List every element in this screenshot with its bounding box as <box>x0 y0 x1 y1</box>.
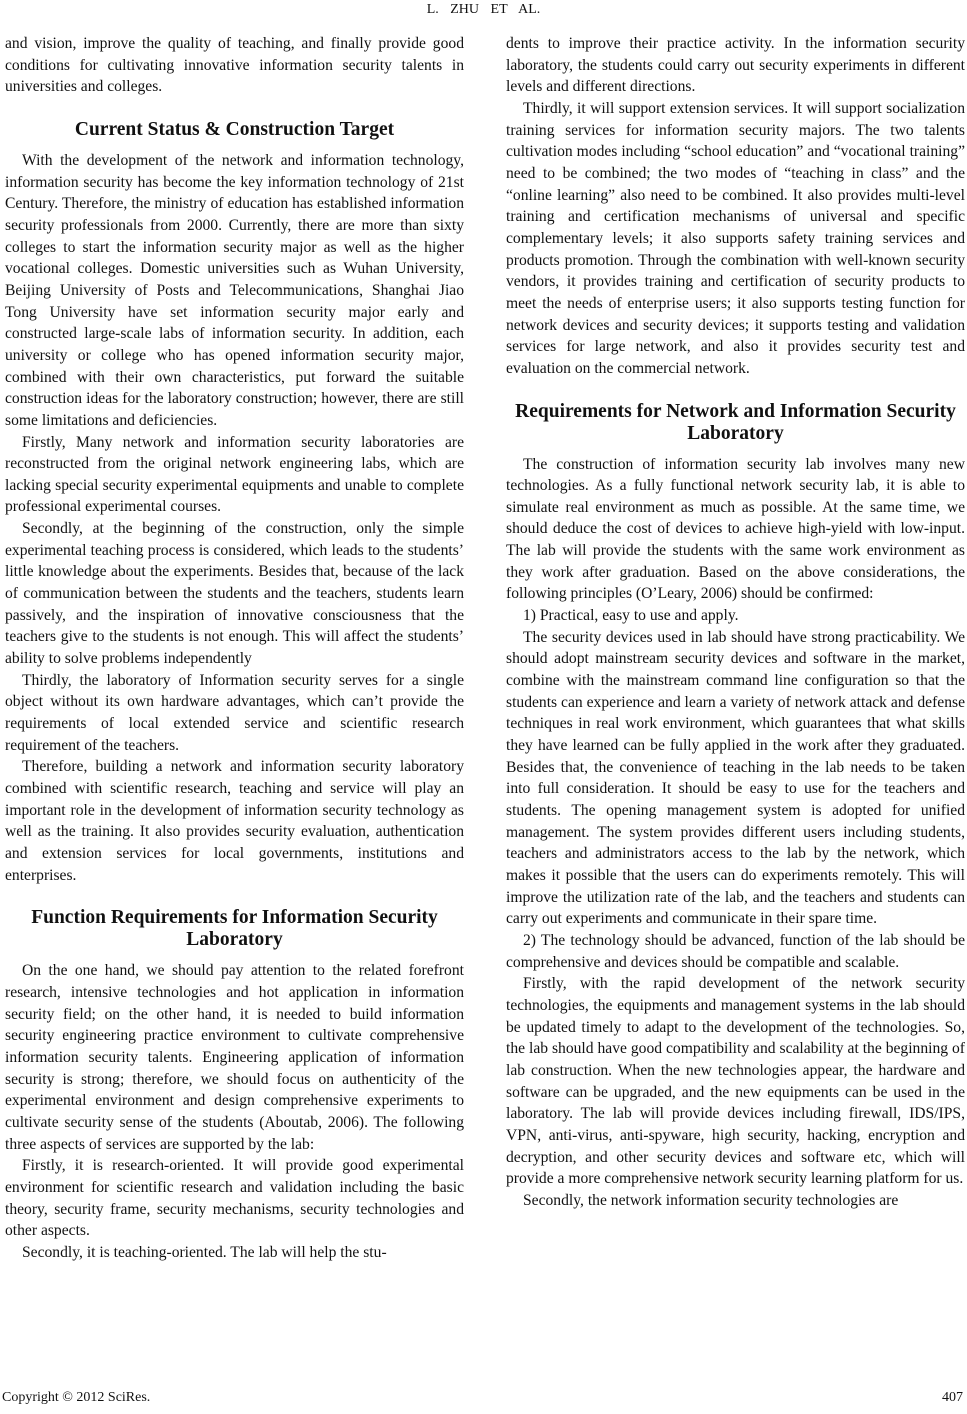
paragraph: Firstly, with the rapid development of the network security technologies, the equipments and management systems in the lab should be updated timely to adapt to the development of the technologies. So, the lab should have good compatibility and scalability at the beginning of lab construction. When the new technologies appear, the hardware and software can be upgraded, and the new equipments can be used in the laboratory. The lab will provide devices including firewall, IDS/IPS, VPN, anti-virus, anti-spyware, high security, hacking, encryption and decryption, and other security devices and software etc, which will provide a more comprehensive network security learning platform for us. <box>506 975 965 1188</box>
paragraph: Firstly, it is research-oriented. It will provide good experimental environment for scientific research and validation including the basic theory, security frame, security mechanisms, security technologies and other aspects. <box>5 1157 464 1240</box>
section-heading: Current Status & Construction Target <box>74 118 395 140</box>
left-column <box>5 33 464 1263</box>
paragraph: Thirdly, the laboratory of Information security serves for a single object without its own hardware advantages, which can’t provide the requirements of local extended service and scientific research requirement of the teachers. <box>5 671 464 754</box>
copyright-notice: Copyright © 2012 SciRes. <box>2 1390 151 1405</box>
section-heading: Function Requirements for Information Security Laboratory <box>31 907 438 951</box>
paragraph: Secondly, it is teaching-oriented. The lab will help the stu- <box>22 1243 387 1261</box>
paragraph: The security devices used in lab should have strong practicability. We should adopt mainstream security devices and software in the market, combine with the mainstream command line configuration so that the students can experience and learn a variety of network attack and defense techniques in real work environment, which guarantees that what skills they have learned can be fully applied in the work after they graduated. Besides that, the convenience of teaching in the lab needs to be taken into full consideration. It should be easy to use for the teachers and students. The opening management system is adopted for unified management. The system provides different users including students, teachers and administrators access to the lab by the network, which makes it possible that the users can do experiments remotely. This will improve the utilization rate of the lab, and the teachers and students can carry out experiments and communicate in their spare time. <box>506 628 965 928</box>
paragraph: With the development of the network and information technology, information security has become the key information technology of 21st Century. Therefore, the ministry of education has established information security professionals from 2000. Currently, there are more than sixty colleges to start the information security major as well as the higher vocational colleges. Domestic universities such as Wuhan University, Beijing University of Posts and Telecommunications, Shanghai Jiao Tong University have set information security major early and constructed large-scale labs of information security. In addition, each university or college who has opened information security major, combined with their own characteristics, put forward the suitable construction ideas for the laboratory construction; however, there are still some limitations and deficiencies. <box>5 151 464 429</box>
paragraph: dents to improve their practice activity. In the information security laboratory, the students could carry out security experiments in different levels and different directions. <box>506 35 965 96</box>
paragraph: 2) The technology should be advanced, function of the lab should be comprehensive and devices should be compatible and scalable. <box>506 931 965 971</box>
paragraph: On the one hand, we should pay attention to the related forefront research, intensive technologies and hot application in information security field; on the other hand, it is needed to build information security engineering practice environment to cultivate comprehensive information security talents. Engineering application of information security is strong; therefore, we should focus on authenticity of the experimental environment and design comprehensive experiments to cultivate security sense of the students (Aboutab, 2006). The following three aspects of services are supported by the lab: <box>5 962 464 1153</box>
paragraph: Secondly, at the beginning of the construction, only the simple experimental teaching process is considered, which leads to the students’ little knowledge about the experiments. Besides that, because of the lack of communication between the students and the teachers, students learn passively, and the inspiration of innovative consciousness that the teachers give to the students is not enough. This will affect the students’ ability to solve problems independently <box>5 520 464 668</box>
page-number: 407 <box>942 1390 963 1405</box>
paragraph: Thirdly, it will support extension services. It will support socialization training services for information security majors. The two talents cultivation modes including “school education” and “vocational training” need to be combined; the two modes of “teaching in class” and the “online learning” also need to be combined. It also provides multi-level training and certification mechanisms of universal and specific complementary levels; it also supports safety training services and products promotion. Through the combination with well-known security vendors, it provides training and certification of security products to meet the needs of enterprise users; it also supports testing function for network devices and security devices; it supports testing and validation services for large network, and also it provides security test and evaluation on the commercial network. <box>506 99 965 377</box>
paragraph: Firstly, Many network and information security laboratories are reconstructed from the original network engineering labs, which are lacking special security experimental equipments and unable to complete professional experimental courses. <box>5 433 464 516</box>
running-head: L. ZHU ET AL. <box>426 2 541 17</box>
paragraph: The construction of information security lab involves many new technologies. As a fully functional network security lab, it is able to simulate real environment as much as possible. At the same time, we should deduce the cost of devices to achieve high-yield with low-input. The lab will provide the students with the same work environment as they work after graduation. Based on the above considerations, the following principles (O’Leary, 2006) should be confirmed: <box>506 455 965 603</box>
paragraph: Secondly, the network information security technologies are <box>523 1191 899 1209</box>
paragraph: and vision, improve the quality of teaching, and finally provide good conditions for cultivating innovative information security talents in universities and colleges. <box>5 35 464 96</box>
right-column <box>506 33 965 1211</box>
paragraph: Therefore, building a network and information security laboratory combined with scientific research, teaching and service will play an important role in the development of information security technology as well as the training. It also provides security evaluation, authentication and extension services for local governments, institutions and enterprises. <box>5 758 464 884</box>
section-heading: Requirements for Network and Information Security Laboratory <box>515 400 956 444</box>
paragraph: 1) Practical, easy to use and apply. <box>523 607 739 625</box>
